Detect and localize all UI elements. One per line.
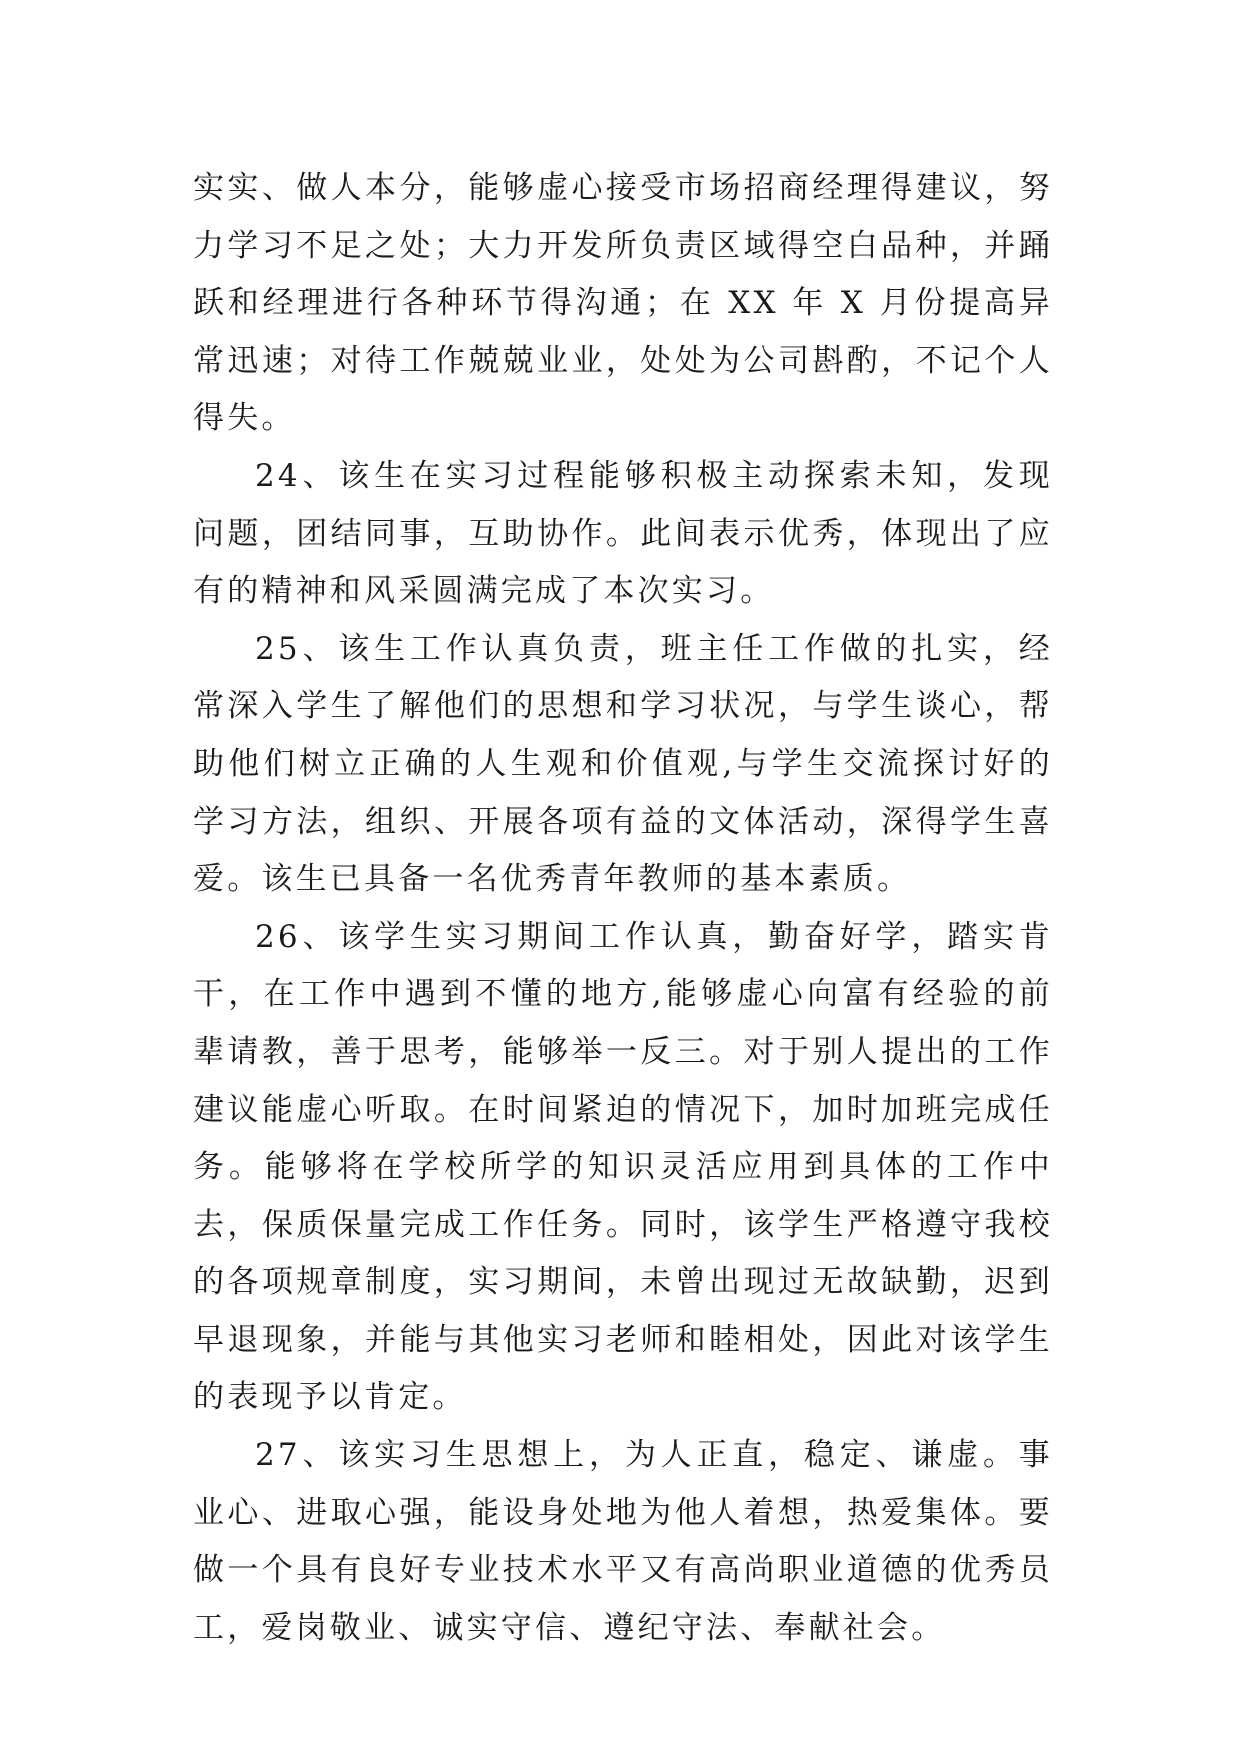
paragraph-25: 25、该生工作认真负责，班主任工作做的扎实，经常深入学生了解他们的思想和学习状况，与学生谈心，帮助他们树立正确的人生观和价值观,与学生交流探讨好的学习方法，组织、开展各项有益的文体活动，深得学生喜爱。该生已具备一名优秀青年教师的基本素质。 — [193, 630, 1053, 898]
paragraph-24: 24、该生在实习过程能够积极主动探索未知，发现问题，团结同事，互助协作。此间表示优秀，体现出了应有的精神和风采圆满完成了本次实习。 — [193, 457, 1053, 610]
document-body — [193, 160, 1053, 1657]
paragraph-27: 27、该实习生思想上，为人正直，稳定、谦虚。事业心、进取心强，能设身处地为他人着想，热爱集体。要做一个具有良好专业技术水平又有高尚职业道德的优秀员工，爱岗敬业、诚实守信、遵纪守法、奉献社会。 — [193, 1437, 1053, 1646]
paragraph-26: 26、该学生实习期间工作认真，勤奋好学，踏实肯干，在工作中遇到不懂的地方,能够虚心向富有经验的前辈请教，善于思考，能够举一反三。对于别人提出的工作建议能虚心听取。在时间紧迫的情况下，加时加班完成任务。能够将在学校所学的知识灵活应用到具体的工作中去，保质保量完成工作任务。同时，该学生严格遵守我校的各项规章制度，实习期间，未曾出现过无故缺勤，迟到早退现象，并能与其他实习老师和睦相处，因此对该学生的表现予以肯定。 — [193, 918, 1053, 1416]
paragraph-continuation: 实实、做人本分，能够虚心接受市场招商经理得建议，努力学习不足之处；大力开发所负责区域得空白品种，并踊跃和经理进行各种环节得沟通；在 XX 年 X 月份提高异常迅速；对待工作兢兢业业，处处为公司斟酌，不记个人得失。 — [193, 170, 1053, 437]
